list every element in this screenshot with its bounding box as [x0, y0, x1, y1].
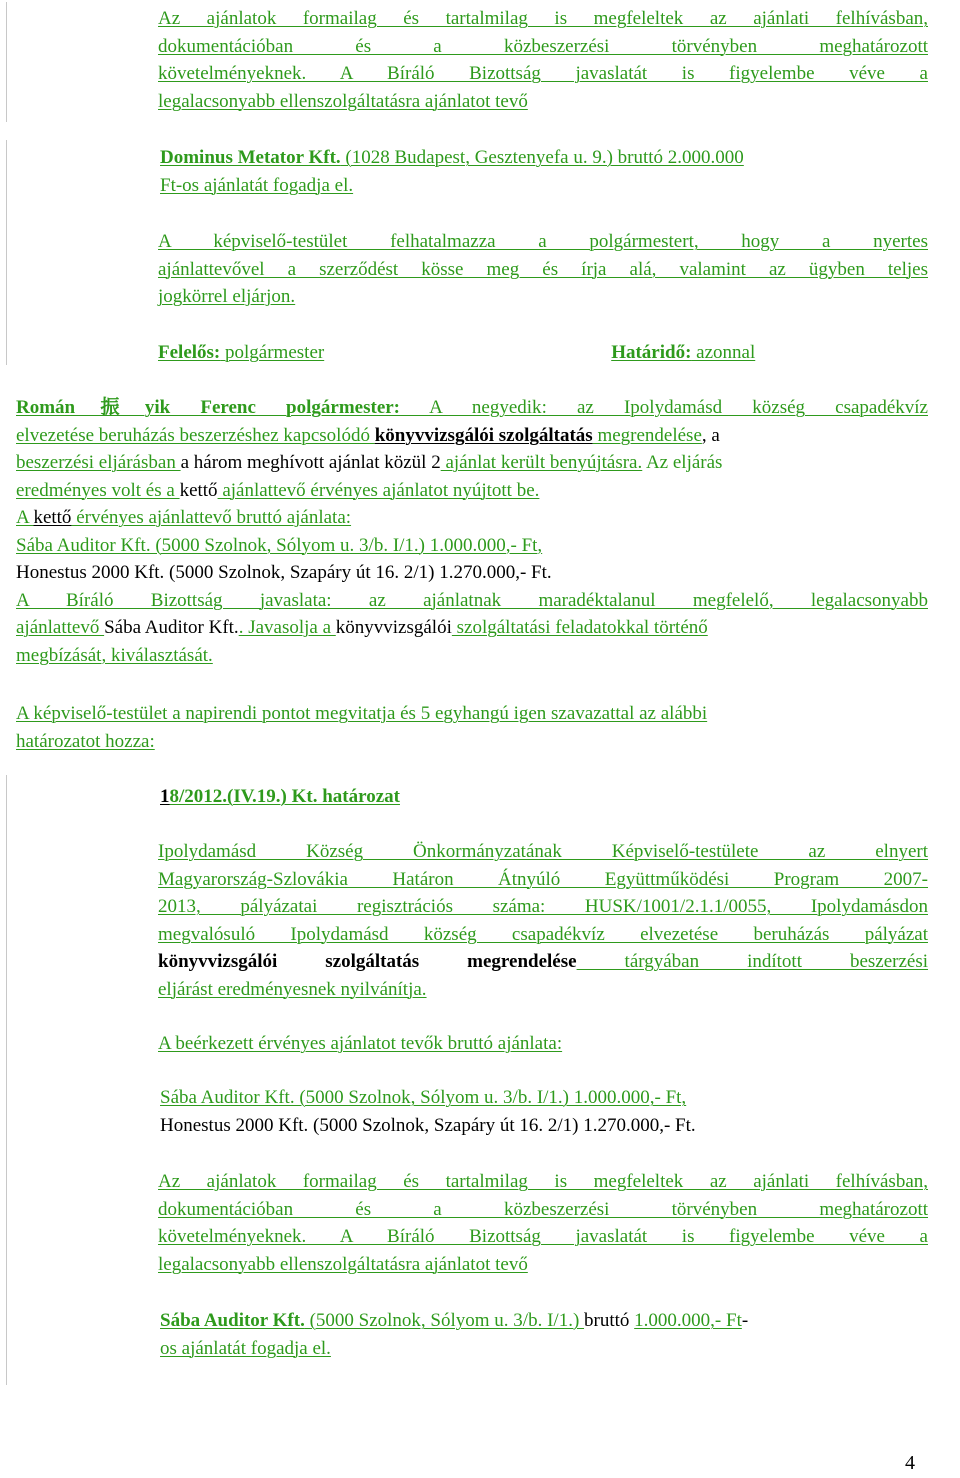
resolution-title [160, 783, 860, 811]
speech-text: A negyedik [400, 397, 542, 418]
winner-detail: os ajánlatát fogadja el. [160, 1337, 331, 1359]
resolution-line: tárgyában indított beszerzési [576, 951, 929, 972]
offer-line: Sába Auditor Kft. (5000 Szolnok, Sólyom u. 3/b. I/1.) 1.000.000,- Ft, [16, 534, 543, 556]
speech-text: , a [701, 424, 720, 446]
authorization-line: jogkörrel eljárjon. [158, 286, 296, 307]
responsible-line [158, 339, 858, 367]
offer-line: Honestus 2000 Kft. (5000 Szolnok, Szapáry út 16. 2/1) 1.270.000,- Ft. [160, 1114, 696, 1136]
speech-text: . Javasolja a [238, 617, 336, 638]
responsible-value: polgármester [220, 342, 325, 363]
winner-block [160, 1307, 930, 1362]
offers-list [160, 1084, 930, 1139]
speech-text: a három meghívott ajánlat közül 2 [180, 452, 441, 473]
speech-text: ajánlat került benyújtásra. [440, 452, 643, 473]
winner-name: Dominus Metator Kft. [160, 147, 341, 168]
conclusion-line: dokumentációban és a közbeszerzési törvényben meghatározott [158, 1198, 928, 1220]
speaker-name: Román振yik Ferenc polgármester: [16, 397, 401, 418]
speech-text: Sába Auditor Kft. [104, 617, 239, 638]
conclusion-line: követelményeknek. A Bíráló Bizottság javaslatát is figyelembe véve a [158, 1226, 928, 1247]
speech-text: A Bíráló Bizottság javaslata: az ajánlatnak maradéktalanul megfelelő, legalacsonyabb [16, 589, 928, 611]
intro-line: legalacsonyabb ellenszolgáltatásra ajánlatot tevő [158, 90, 528, 112]
speech-text: ajánlattevő [16, 617, 105, 638]
speech-text: könyvvizsgálói [335, 617, 452, 638]
responsible-label: Felelős: [158, 342, 221, 363]
resolution-label: határozat [317, 786, 400, 807]
intro-line: dokumentációban és a közbeszerzési törvényben meghatározott [158, 35, 928, 57]
change-bar [6, 775, 7, 1385]
winner-detail: bruttó [584, 1310, 635, 1331]
change-bar [6, 2, 7, 122]
speech-text: kettő [179, 479, 218, 501]
speech-text: kettő [33, 507, 72, 528]
conclusion-line: Az ajánlatok formailag és tartalmilag is megfeleltek az ajánlati felhívásban, [158, 1171, 928, 1192]
resolution-line: megvalósuló Ipolydamásd község csapadékvíz elvezetése beruházás pályázat [158, 923, 928, 945]
winner-detail: (1028 Budapest, Gesztenyefa u. 9.) bruttó 2.000.000 [340, 147, 744, 168]
conclusion-line: legalacsonyabb ellenszolgáltatásra ajánlatot tevő [158, 1253, 528, 1275]
speech-text: érvényes ajánlattevő bruttó ajánlata: [71, 507, 352, 528]
speech-text: megbízását, kiválasztását. [16, 644, 213, 666]
authorization-line: A képviselő-testület felhatalmazza a polgármestert, hogy a nyertes [158, 231, 928, 252]
conclusion-block [158, 1168, 928, 1278]
page-number: 4 [905, 1452, 915, 1474]
vote-block [16, 700, 928, 755]
speech-text: : az Ipolydamásd község csapadékvíz [541, 397, 928, 418]
deadline-value: azonnal [691, 342, 756, 363]
winner-block [160, 144, 930, 199]
speech-text: szolgáltatási feladatokkal történő [451, 617, 708, 638]
speech-text: ajánlattevő érvényes ajánlatot nyújtott be. [217, 479, 540, 501]
intro-line: Az ajánlatok formailag és tartalmilag is megfeleltek az ajánlati felhívásban, [158, 8, 928, 29]
speech-block [16, 394, 928, 669]
resolution-line: 2013, pályázatai regisztrációs száma: HUSK/1001/2.1.1/0055, Ipolydamásdon [158, 896, 928, 917]
resolution-line: eljárást eredményesnek nyilvánítja. [158, 978, 427, 1000]
speech-text: elvezetése beruházás beszerzéshez kapcsolódó [16, 424, 375, 446]
winner-detail: (5000 Szolnok, Sólyom u. 3/b. I/1.) [304, 1310, 585, 1331]
resolution-line: Magyarország-Szlovákia Határon Átnyúló Együttműködési Program 2007- [158, 868, 928, 890]
winner-detail: Ft-os ajánlatát fogadja el. [160, 174, 354, 196]
speech-text: megrendelése [592, 424, 702, 446]
speech-text: A [16, 507, 34, 528]
winner-detail: - [741, 1310, 749, 1331]
offers-title: A beérkezett érvényes ajánlatot tevők bruttó ajánlata: [158, 1033, 563, 1054]
vote-line: határozatot hozza: [16, 730, 155, 752]
resolution-subject: könyvvizsgálói szolgáltatás megrendelése [158, 951, 577, 972]
resolution-body [158, 838, 928, 1003]
authorization-block [158, 228, 928, 311]
offer-line: Sába Auditor Kft. (5000 Szolnok, Sólyom u. 3/b. I/1.) 1.000.000,- Ft, [160, 1087, 687, 1108]
speech-text: könyvvizsgálói szolgáltatás [374, 424, 593, 446]
resolution-line: Ipolydamásd Község Önkormányzatának Képviselő-testülete az elnyert [158, 841, 928, 862]
speech-text: Az eljárás [642, 452, 723, 473]
intro-block [158, 5, 928, 115]
vote-line: A képviselő-testület a napirendi pontot megvitatja és 5 egyhangú igen szavazattal az alábbi [16, 703, 708, 724]
winner-amount: 1.000.000,- Ft [634, 1310, 742, 1331]
offer-line: Honestus 2000 Kft. (5000 Szolnok, Szapáry út 16. 2/1) 1.270.000,- Ft. [16, 562, 552, 583]
intro-line: követelményeknek. A Bíráló Bizottság javaslatát is figyelembe véve a [158, 63, 928, 84]
speech-text: eredményes volt és a [16, 479, 180, 501]
resolution-number: 1 [160, 786, 170, 807]
speech-text: beszerzési eljárásban [16, 452, 181, 473]
authorization-line: ajánlattevővel a szerződést kösse meg és írja alá, valamint az ügyben teljes [158, 258, 928, 280]
deadline-label: Határidő: [611, 342, 692, 363]
resolution-number: 8/2012.(IV.19.) Kt. [169, 786, 318, 807]
winner-name: Sába Auditor Kft. [160, 1310, 305, 1331]
change-bar [6, 140, 7, 365]
